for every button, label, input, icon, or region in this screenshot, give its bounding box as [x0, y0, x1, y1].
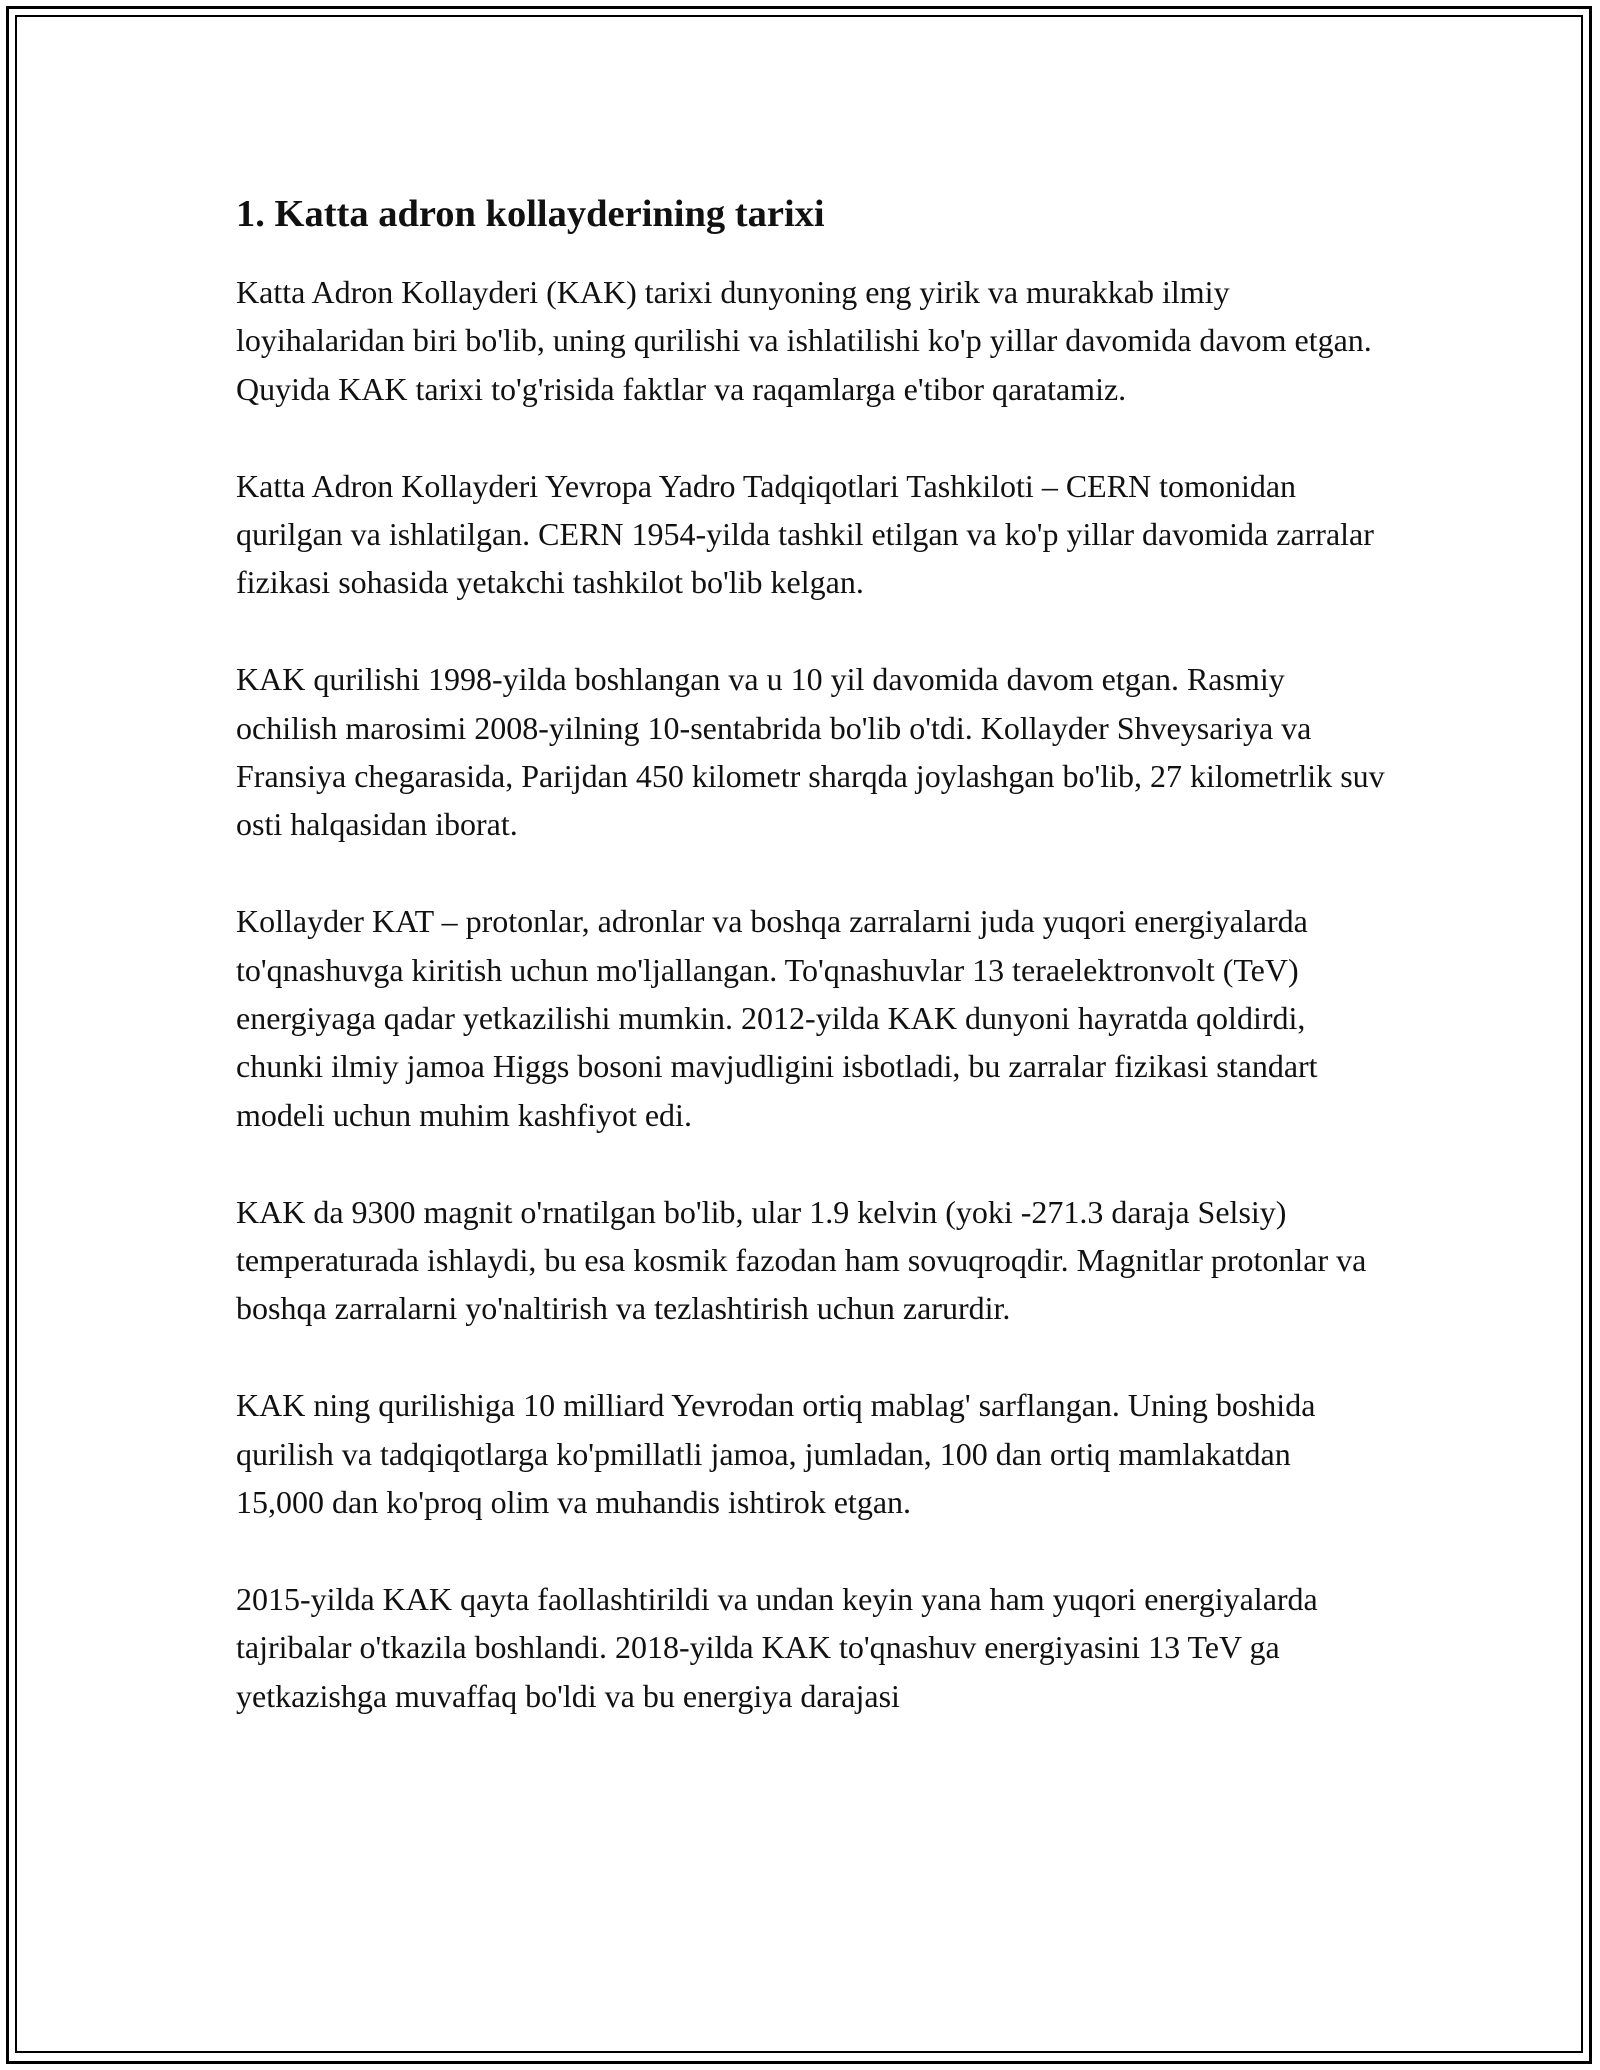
paragraph-collisions: Kollayder KAT – protonlar, adronlar va boshqa zarralarni juda yuqori energiyalarda to'qnashuvga kiritish uchun mo'ljallangan. To'qnashuvlar 13 teraelektronvolt (TeV) energiyaga qadar yetkazilishi mumkin. 2012-yilda KAK dunyoni hayratda qoldirdi, chunki ilmiy jamoa Higgs bosoni mavjudligini isbotladi, bu zarralar fizikasi standart modeli uchun muhim kashfiyot edi.	[236, 903, 1318, 1133]
paragraph-restart: 2015-yilda KAK qayta faollashtirildi va undan keyin yana ham yuqori energiyalarda tajribalar o'tkazila boshlandi. 2018-yilda KAK to'qnashuv energiyasini 13 TeV ga yetkazishga muvaffaq bo'ldi va bu energiya darajasi	[236, 1580, 1318, 1714]
paragraph-funding: KAK ning qurilishiga 10 milliard Yevrodan ortiq mablag' sarflangan. Uning boshida qurilish va tadqiqotlarga ko'pmillatli jamoa, jumladan, 100 dan ortiq mamlakatdan 15,000 dan ko'proq olim va muhandis ishtirok etgan.	[236, 1387, 1316, 1521]
document-page	[236, 186, 1386, 1768]
paragraph-magnets: KAK da 9300 magnit o'rnatilgan bo'lib, ular 1.9 kelvin (yoki -271.3 daraja Selsiy) temperaturada ishlaydi, bu esa kosmik fazodan ham sovuqroqdir. Magnitlar protonlar va boshqa zarralarni yo'naltirish va tezlashtirish uchun zarurdir.	[236, 1193, 1367, 1327]
paragraph-construction: KAK qurilishi 1998-yilda boshlangan va u 10 yil davomida davom etgan. Rasmiy ochilish marosimi 2008-yilning 10-sentabrida bo'lib o'tdi. Kollayder Shveysariya va Fransiya chegarasida, Parijdan 450 kilometr sharqda joylashgan bo'lib, 27 kilometrlik suv osti halqasidan iborat.	[236, 661, 1385, 843]
paragraph-cern: Katta Adron Kollayderi Yevropa Yadro Tadqiqotlari Tashkiloti – CERN tomonidan qurilgan va ishlatilgan. CERN 1954-yilda tashkil etilgan va ko'p yillar davomida zarralar fizikasi sohasida yetakchi tashkilot bo'lib kelgan.	[236, 467, 1374, 601]
paragraph-intro: Katta Adron Kollayderi (KAK) tarixi dunyoning eng yirik va murakkab ilmiy loyihalaridan biri bo'lib, uning qurilishi va ishlatilishi ko'p yillar davomida davom etgan. Quyida KAK tarixi to'g'risida faktlar va raqamlarga e'tibor qaratamiz.	[236, 274, 1372, 407]
section-title: 1. Katta adron kollayderining tarixi	[236, 193, 825, 235]
